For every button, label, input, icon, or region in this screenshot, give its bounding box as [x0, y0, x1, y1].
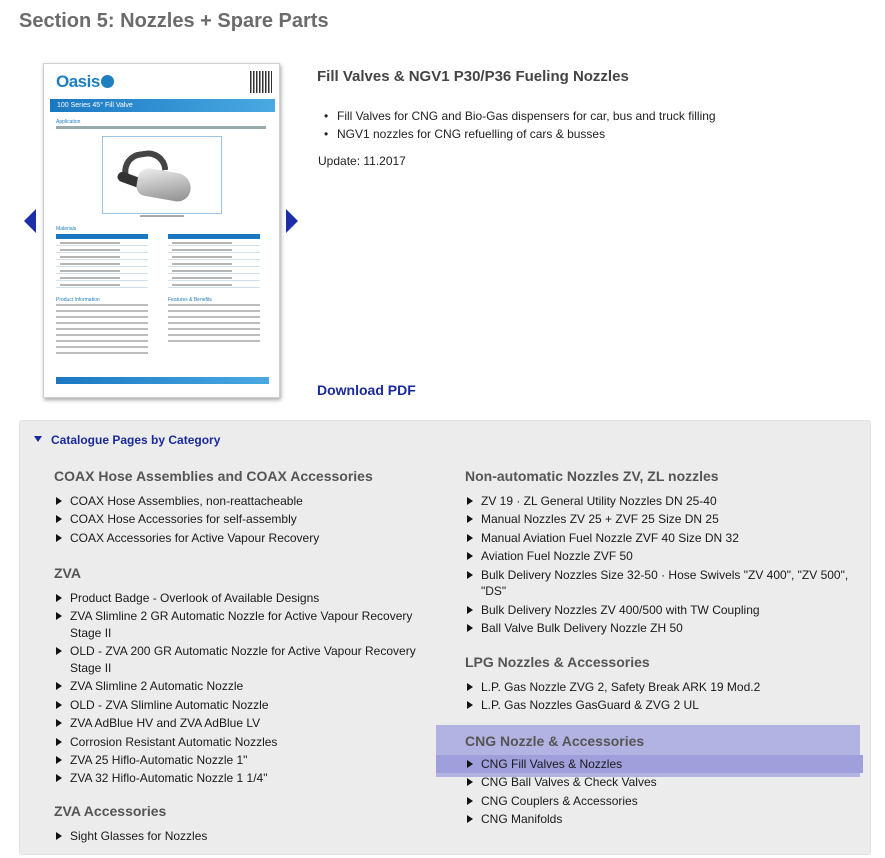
category-link[interactable]: CNG Manifolds — [436, 810, 860, 828]
section-title: Section 5: Nozzles + Spare Parts — [19, 10, 329, 32]
category-link[interactable]: ZVA 32 Hiflo-Automatic Nozzle 1 1/4" — [53, 769, 433, 787]
category-link[interactable]: COAX Hose Assemblies, non-reattacheable — [53, 492, 433, 510]
category-link[interactable]: Product Badge - Overlook of Available Designs — [53, 589, 433, 607]
product-title: Fill Valves & NGV1 P30/P36 Fueling Nozzles — [317, 68, 629, 85]
category-link[interactable]: ZVA Slimline 2 GR Automatic Nozzle for Active Vapour Recovery Stage II — [53, 607, 433, 642]
brochure-application-heading: Application — [56, 119, 81, 125]
category-link[interactable]: OLD - ZVA 200 GR Automatic Nozzle for Active Vapour Recovery Stage II — [53, 642, 433, 677]
text-lines-graphic — [56, 304, 148, 358]
catalogue-panel — [19, 420, 871, 855]
prev-arrow-icon[interactable] — [24, 209, 36, 233]
brochure-banner: 100 Series 45° Fill Valve — [50, 99, 275, 112]
category-link[interactable]: COAX Hose Accessories for self-assembly — [53, 510, 433, 528]
category-group — [53, 803, 433, 845]
download-pdf-link[interactable]: Download PDF — [317, 382, 416, 398]
category-link[interactable]: ZV 19 · ZL General Utility Nozzles DN 25-40 — [464, 492, 860, 510]
category-title: CNG Nozzle & Accessories — [465, 733, 645, 749]
update-date: Update: 11.2017 — [318, 154, 406, 168]
category-link[interactable]: L.P. Gas Nozzles GasGuard & ZVG 2 UL — [464, 696, 860, 714]
category-title: ZVA Accessories — [54, 803, 167, 819]
category-title: Non-automatic Nozzles ZV, ZL nozzles — [465, 468, 719, 484]
product-bullet: • NGV1 nozzles for CNG refuelling of cars & busses — [322, 125, 716, 143]
product-bullet: • Fill Valves for CNG and Bio-Gas dispensers for car, bus and truck filling — [322, 107, 716, 125]
category-link[interactable]: CNG Ball Valves & Check Valves — [436, 773, 860, 791]
category-title: COAX Hose Assemblies and COAX Accessories — [54, 468, 373, 484]
category-link[interactable]: ZVA AdBlue HV and ZVA AdBlue LV — [53, 714, 433, 732]
category-link[interactable]: Bulk Delivery Nozzles ZV 400/500 with TW Coupling — [464, 601, 860, 619]
brochure-product-info-heading: Product Information — [56, 297, 100, 303]
category-link[interactable]: COAX Accessories for Active Vapour Recovery — [53, 529, 433, 547]
brochure-footer-bar — [56, 377, 269, 384]
caret-down-icon — [34, 436, 42, 442]
category-link[interactable]: Sight Glasses for Nozzles — [53, 827, 433, 845]
qr-code-icon — [250, 71, 272, 93]
category-link[interactable]: Aviation Fuel Nozzle ZVF 50 — [464, 547, 860, 565]
text-lines-graphic — [168, 304, 260, 346]
brochure-logo: Oasis — [56, 72, 114, 92]
category-link[interactable]: Manual Aviation Fuel Nozzle ZVF 40 Size DN 32 — [464, 529, 860, 547]
category-link[interactable]: L.P. Gas Nozzle ZVG 2, Safety Break ARK 19 Mod.2 — [464, 678, 860, 696]
category-link[interactable]: ZVA 25 Hiflo-Automatic Nozzle 1" — [53, 751, 433, 769]
next-arrow-icon[interactable] — [286, 209, 298, 233]
product-bullet-list — [322, 107, 716, 143]
category-link[interactable]: Corrosion Resistant Automatic Nozzles — [53, 733, 433, 751]
category-group — [464, 654, 860, 715]
category-group — [53, 468, 433, 547]
category-link[interactable]: CNG Couplers & Accessories — [436, 792, 860, 810]
category-title: LPG Nozzles & Accessories — [465, 654, 650, 670]
fill-valve-photo — [102, 136, 222, 214]
category-group — [464, 468, 860, 637]
category-group — [53, 565, 433, 788]
materials-table-left — [56, 234, 148, 288]
category-link[interactable]: ZVA Slimline 2 Automatic Nozzle — [53, 677, 433, 695]
materials-table-right — [168, 234, 260, 288]
category-title: ZVA — [54, 565, 81, 581]
category-link[interactable]: OLD - ZVA Slimline Automatic Nozzle — [53, 696, 433, 714]
category-link-selected[interactable]: CNG Fill Valves & Nozzles — [436, 755, 863, 773]
catalogue-toggle[interactable] — [34, 433, 220, 447]
brochure-features-heading: Features & Benefits — [168, 297, 212, 303]
catalogue-header-label: Catalogue Pages by Category — [51, 433, 221, 447]
brochure-thumbnail[interactable] — [43, 63, 280, 398]
category-group-items — [436, 755, 860, 829]
text-line-graphic — [56, 126, 266, 129]
category-link[interactable]: Manual Nozzles ZV 25 + ZVF 25 Size DN 25 — [464, 510, 860, 528]
brochure-materials-heading: Materials — [56, 226, 77, 232]
photo-caption-graphic — [140, 215, 184, 217]
category-link[interactable]: Bulk Delivery Nozzles Size 32-50 · Hose Swivels "ZV 400", "ZV 500", "DS" — [464, 566, 860, 601]
category-link[interactable]: Ball Valve Bulk Delivery Nozzle ZH 50 — [464, 619, 860, 637]
